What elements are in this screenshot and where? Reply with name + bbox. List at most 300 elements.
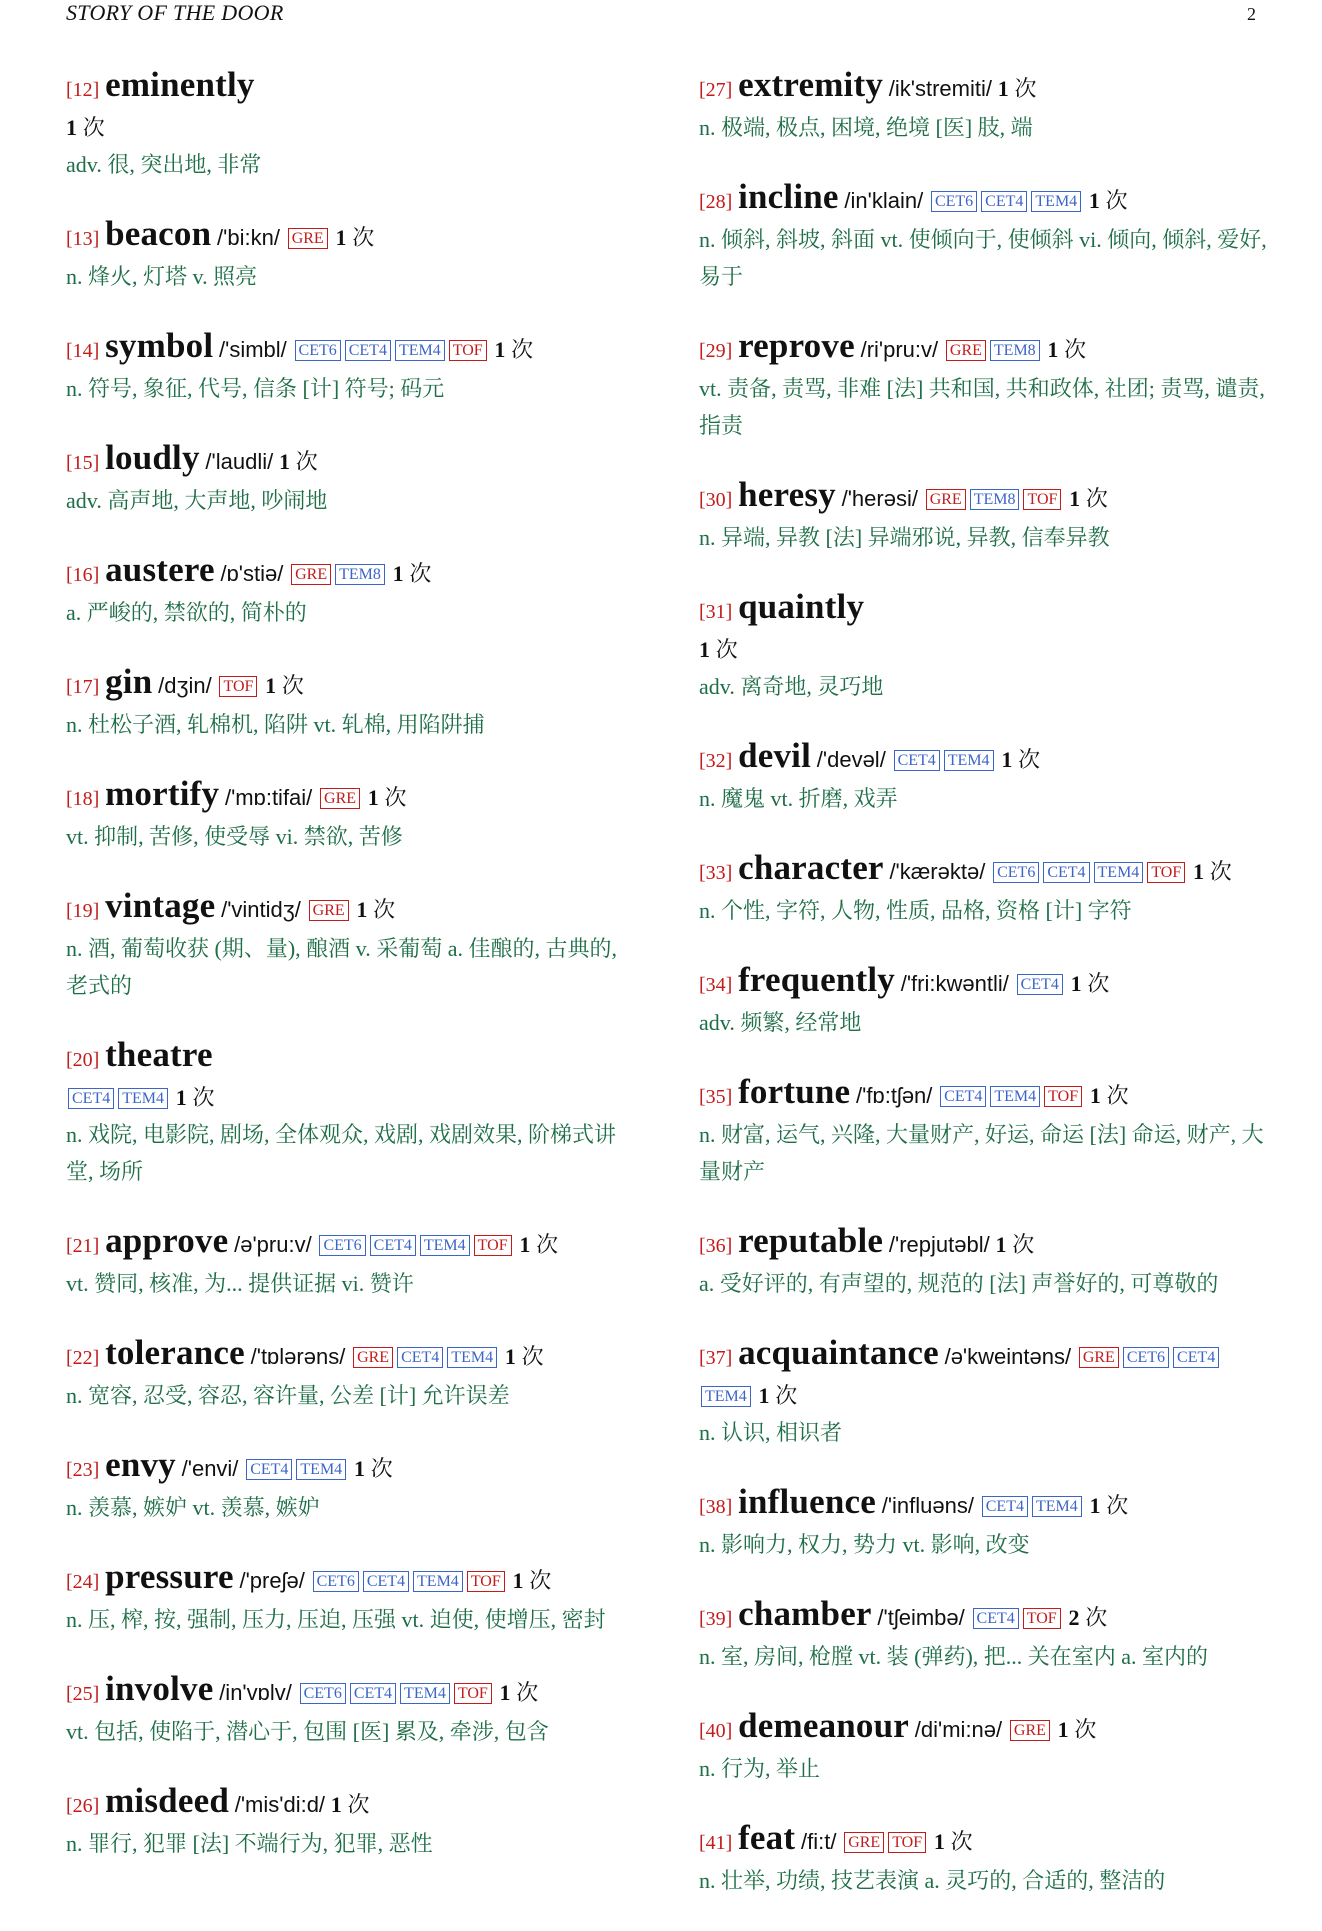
exam-tag-cet4: CET4 [246,1459,292,1480]
entry-headline [66,439,641,482]
headword: reprove [738,326,855,365]
entry-number: [29] [699,340,733,362]
frequency-count: 1 [995,1232,1007,1257]
phonetic: /in'vɒlv/ [219,1680,292,1705]
headword: symbol [105,326,214,365]
headword: eminently [105,65,255,104]
frequency-unit: 次 [352,225,375,250]
definition: vt. 责备, 责骂, 非难 [法] 共和国, 共和政体, 社团; 责骂, 谴责, 指责 [699,376,1265,438]
headword: approve [105,1221,229,1260]
frequency-count: 1 [519,1232,531,1257]
definition: n. 个性, 字符, 人物, 性质, 品格, 资格 [计] 字符 [699,898,1132,923]
headword: misdeed [105,1781,229,1820]
definition: a. 受好评的, 有声望的, 规范的 [法] 声誉好的, 可尊敬的 [699,1271,1219,1296]
frequency-count: 1 [367,785,379,810]
page-header [66,0,1256,26]
frequency-unit: 次 [281,673,304,698]
exam-tag-cet4: CET4 [370,1235,416,1256]
entry-headline [66,1446,641,1489]
frequency-count: 1 [933,1829,945,1854]
entry-headline [66,1334,641,1377]
exam-tag-tem4: TEM4 [420,1235,470,1256]
entry-meta [66,1079,641,1116]
phonetic: /'fri:kwəntli/ [900,971,1009,996]
frequency-count: 1 [1001,747,1013,772]
vocab-entry [66,66,641,183]
phonetic: /fi:t/ [800,1829,837,1854]
definition: n. 罪行, 犯罪 [法] 不端行为, 犯罪, 恶性 [66,1831,433,1856]
frequency-count: 1 [356,897,368,922]
frequency-unit: 次 [521,1344,544,1369]
frequency-unit: 次 [370,1456,393,1481]
definition: adv. 很, 突出地, 非常 [66,152,262,177]
headword: heresy [738,475,836,514]
frequency-count: 1 [997,76,1009,101]
entry-number: [14] [66,340,100,362]
headword: chamber [738,1594,872,1633]
exam-tag-cet6: CET6 [993,862,1039,883]
vocab-entry [699,961,1269,1041]
definition: n. 异端, 异教 [法] 异端邪说, 异教, 信奉异教 [699,525,1110,550]
entry-headline [699,1819,1269,1862]
vocab-entry [699,1222,1269,1302]
definition: n. 压, 榨, 按, 强制, 压力, 压迫, 压强 vt. 迫使, 使增压, 密封 [66,1607,606,1632]
vocab-entry [699,1483,1269,1563]
entry-headline [699,737,1269,780]
headword: extremity [738,65,884,104]
headword: devil [738,736,812,775]
phonetic: /ɒ'stiə/ [220,561,284,586]
entry-headline [699,1334,1269,1414]
frequency-count: 1 [1088,188,1100,213]
entry-headline [66,663,641,706]
definition: n. 认识, 相识者 [699,1420,843,1445]
entry-meta [699,631,1269,668]
entry-headline [699,178,1269,221]
frequency-unit: 次 [715,637,738,662]
phonetic: /'laudli/ [205,449,274,474]
frequency-count: 1 [512,1568,524,1593]
frequency-unit: 次 [409,561,432,586]
definition: n. 宽容, 忍受, 容忍, 容许量, 公差 [计] 允许误差 [66,1383,510,1408]
exam-tag-gre: GRE [1079,1347,1119,1368]
exam-tag-gre: GRE [288,228,328,249]
frequency-count: 1 [499,1680,511,1705]
entry-number: [35] [699,1086,733,1108]
exam-tag-cet4: CET4 [940,1086,986,1107]
exam-tag-cet4: CET4 [363,1571,409,1592]
entry-number: [25] [66,1683,100,1705]
exam-tag-gre: GRE [353,1347,393,1368]
phonetic: /'tʃeimbə/ [877,1605,965,1630]
vocab-entry [66,1782,641,1862]
frequency-unit: 次 [511,337,534,362]
phonetic: /ə'kweintəns/ [944,1344,1072,1369]
headword: acquaintance [738,1333,939,1372]
entry-headline [699,66,1269,109]
headword: demeanour [738,1706,910,1745]
entry-number: [17] [66,676,100,698]
entry-headline [699,1595,1269,1638]
entry-headline [699,961,1269,1004]
definition: n. 倾斜, 斜坡, 斜面 vt. 使倾向于, 使倾斜 vi. 倾向, 倾斜, 爱好, 易于 [699,227,1267,289]
phonetic: /'devəl/ [816,747,886,772]
vocab-entry [66,1222,641,1302]
definition: n. 财富, 运气, 兴隆, 大量财产, 好运, 命运 [法] 命运, 财产, 大量财产 [699,1122,1264,1184]
entry-number: [32] [699,750,733,772]
frequency-count: 1 [335,225,347,250]
entry-number: [20] [66,1049,100,1071]
vocab-entry [699,1334,1269,1451]
definition: n. 烽火, 灯塔 v. 照亮 [66,264,258,289]
exam-tag-tof: TOF [474,1235,512,1256]
frequency-count: 1 [265,673,277,698]
entry-headline [66,1222,641,1265]
vocab-entry [699,1073,1269,1190]
frequency-unit: 次 [536,1232,559,1257]
exam-tag-cet4: CET4 [1173,1347,1219,1368]
vocab-entry [66,1334,641,1414]
frequency-unit: 次 [529,1568,552,1593]
frequency-count: 1 [758,1383,770,1408]
frequency-count: 1 [494,337,506,362]
exam-tag-tof: TOF [888,1832,926,1853]
right-column [699,66,1269,1931]
exam-tag-tof: TOF [454,1683,492,1704]
definition: n. 酒, 葡萄收获 (期、量), 酿酒 v. 采葡萄 a. 佳酿的, 古典的, 老式的 [66,936,617,998]
entry-number: [22] [66,1347,100,1369]
phonetic: /'simbl/ [219,337,287,362]
vocab-entry [699,1595,1269,1675]
frequency-count: 1 [1070,971,1082,996]
exam-tag-gre: GRE [946,340,986,361]
exam-tag-tem8: TEM8 [970,489,1020,510]
vocab-entry [699,1819,1269,1899]
page-number: 2 [1247,4,1256,24]
exam-tag-tem4: TEM4 [413,1571,463,1592]
entry-number: [41] [699,1832,733,1854]
phonetic: /'mis'di:d/ [234,1792,326,1817]
frequency-unit: 次 [295,449,318,474]
entry-number: [30] [699,489,733,511]
phonetic: /di'mi:nə/ [914,1717,1003,1742]
headword: feat [738,1818,796,1857]
definition: n. 行为, 举止 [699,1756,821,1781]
vocab-entry [66,1670,641,1750]
frequency-unit: 次 [1074,1717,1097,1742]
entry-headline [66,887,641,930]
vocab-entry [66,1446,641,1526]
vocab-entry [66,663,641,743]
frequency-count: 1 [66,115,77,140]
phonetic: /ri'pru:v/ [860,337,939,362]
definition: adv. 高声地, 大声地, 吵闹地 [66,488,328,513]
vocab-entry [66,551,641,631]
entry-headline [699,588,1269,668]
definition: adv. 离奇地, 灵巧地 [699,674,884,699]
exam-tag-tem4: TEM4 [1032,1496,1082,1517]
definition: vt. 赞同, 核准, 为... 提供证据 vi. 赞许 [66,1271,414,1296]
entry-headline [699,1483,1269,1526]
entry-number: [33] [699,862,733,884]
exam-tag-cet4: CET4 [1043,862,1089,883]
frequency-count: 1 [1069,486,1081,511]
exam-tag-cet4: CET4 [350,1683,396,1704]
entry-headline [66,215,641,258]
definition: n. 魔鬼 vt. 折磨, 戏弄 [699,786,898,811]
exam-tag-tem4: TEM4 [1031,191,1081,212]
frequency-unit: 次 [516,1680,539,1705]
entry-headline [66,1782,641,1825]
entry-number: [12] [66,79,100,101]
phonetic: /'herəsi/ [841,486,918,511]
exam-tag-gre: GRE [291,564,331,585]
exam-tag-tem4: TEM4 [447,1347,497,1368]
headword: character [738,848,884,887]
headword: theatre [105,1035,213,1074]
entry-number: [38] [699,1496,733,1518]
headword: loudly [105,438,200,477]
headword: involve [105,1669,214,1708]
exam-tag-cet4: CET4 [894,750,940,771]
entry-number: [28] [699,191,733,213]
vocab-entry [66,215,641,295]
vocab-entry [66,1036,641,1190]
definition: n. 室, 房间, 枪膛 vt. 装 (弹药), 把... 关在室内 a. 室内的 [699,1644,1209,1669]
entry-headline [66,551,641,594]
frequency-unit: 次 [950,1829,973,1854]
frequency-unit: 次 [1012,1232,1035,1257]
exam-tag-tem4: TEM4 [296,1459,346,1480]
vocab-entry [699,737,1269,817]
entry-headline [699,476,1269,519]
frequency-count: 1 [392,561,404,586]
exam-tag-tof: TOF [1023,1608,1061,1629]
phonetic: /ik'stremiti/ [888,76,992,101]
headword: gin [105,662,153,701]
vocab-entry [66,439,641,519]
frequency-unit: 次 [82,115,105,140]
frequency-count: 1 [1193,859,1204,884]
exam-tag-cet6: CET6 [313,1571,359,1592]
phonetic: /'envi/ [181,1456,239,1481]
vocab-entry [699,178,1269,295]
entry-headline [66,327,641,370]
vocab-entry [699,66,1269,146]
vocab-entry [66,775,641,855]
frequency-unit: 次 [384,785,407,810]
exam-tag-tof: TOF [467,1571,505,1592]
entry-number: [36] [699,1235,733,1257]
headword: frequently [738,960,895,999]
phonetic: /'kærəktə/ [889,859,986,884]
exam-tag-cet4: CET4 [982,1496,1028,1517]
definition: adv. 频繁, 经常地 [699,1010,862,1035]
entry-number: [39] [699,1608,733,1630]
left-column [66,66,641,1894]
frequency-count: 1 [1089,1083,1101,1108]
vocab-entry [699,1707,1269,1787]
entry-headline [699,1073,1269,1116]
entry-number: [15] [66,452,100,474]
frequency-unit: 次 [1087,971,1110,996]
headword: fortune [738,1072,851,1111]
frequency-count: 1 [699,637,710,662]
vocab-entry [699,588,1269,705]
vocab-entry [699,849,1269,929]
entry-number: [19] [66,900,100,922]
headword: influence [738,1482,876,1521]
entry-number: [31] [699,601,733,623]
entry-number: [16] [66,564,100,586]
entry-headline [699,849,1269,892]
headword: austere [105,550,215,589]
exam-tag-tem4: TEM4 [1094,862,1144,883]
exam-tag-cet4: CET4 [981,191,1027,212]
headword: incline [738,177,839,216]
vocab-entry [66,1558,641,1638]
phonetic: /'vintidʒ/ [221,897,301,922]
entry-headline [66,66,641,146]
entry-number: [34] [699,974,733,996]
definition: vt. 抑制, 苦修, 使受辱 vi. 禁欲, 苦修 [66,824,403,849]
frequency-unit: 次 [1085,1605,1108,1630]
definition: n. 戏院, 电影院, 剧场, 全体观众, 戏剧, 戏剧效果, 阶梯式讲堂, 场所 [66,1122,617,1184]
entry-number: [23] [66,1459,100,1481]
frequency-count: 1 [278,449,290,474]
definition: n. 壮举, 功绩, 技艺表演 a. 灵巧的, 合适的, 整洁的 [699,1868,1166,1893]
exam-tag-tem8: TEM8 [990,340,1040,361]
headword: vintage [105,886,216,925]
frequency-unit: 次 [192,1085,215,1110]
entry-headline [66,775,641,818]
headword: quaintly [738,587,865,626]
phonetic: /'preʃə/ [239,1568,305,1593]
definition: n. 杜松子酒, 轧棉机, 陷阱 vt. 轧棉, 用陷阱捕 [66,712,485,737]
entry-headline [66,1558,641,1601]
exam-tag-tem4: TEM4 [944,750,994,771]
frequency-count: 1 [1057,1717,1069,1742]
exam-tag-tof: TOF [219,676,257,697]
entry-number: [21] [66,1235,100,1257]
exam-tag-tof: TOF [1023,489,1061,510]
exam-tag-cet6: CET6 [1123,1347,1169,1368]
phonetic: /ə'pru:v/ [234,1232,312,1257]
exam-tag-tof: TOF [1044,1086,1082,1107]
frequency-count: 1 [1089,1493,1101,1518]
exam-tag-tem8: TEM8 [335,564,385,585]
headword: pressure [105,1557,234,1596]
exam-tag-cet4: CET4 [973,1608,1019,1629]
headword: mortify [105,774,220,813]
entry-meta [66,109,641,146]
phonetic: /'bi:kn/ [217,225,280,250]
frequency-count: 1 [353,1456,365,1481]
entry-number: [40] [699,1720,733,1742]
book-title: STORY OF THE DOOR [66,0,284,25]
headword: tolerance [105,1333,245,1372]
entry-number: [37] [699,1347,733,1369]
frequency-unit: 次 [1014,76,1037,101]
vocab-entry [66,327,641,407]
frequency-unit: 次 [373,897,396,922]
definition: n. 极端, 极点, 困境, 绝境 [医] 肢, 端 [699,115,1033,140]
frequency-unit: 次 [1106,1493,1129,1518]
entry-headline [699,1222,1269,1265]
entry-number: [18] [66,788,100,810]
exam-tag-tem4: TEM4 [395,340,445,361]
entry-headline [66,1670,641,1713]
phonetic: /in'klain/ [844,188,924,213]
exam-tag-tem4: TEM4 [400,1683,450,1704]
exam-tag-tem4: TEM4 [701,1386,751,1407]
entry-headline [66,1036,641,1116]
frequency-unit: 次 [1106,1083,1129,1108]
frequency-unit: 次 [1064,337,1087,362]
definition: vt. 包括, 使陷于, 潜心于, 包围 [医] 累及, 牵涉, 包含 [66,1719,549,1744]
frequency-unit: 次 [1209,859,1232,884]
vocab-entry [699,476,1269,556]
exam-tag-gre: GRE [926,489,966,510]
definition: a. 严峻的, 禁欲的, 简朴的 [66,600,307,625]
frequency-count: 1 [1047,337,1059,362]
frequency-count: 1 [330,1792,342,1817]
phonetic: /'influəns/ [881,1493,974,1518]
phonetic: /dʒin/ [158,673,212,698]
entry-number: [13] [66,228,100,250]
frequency-count: 2 [1068,1605,1080,1630]
entry-headline [699,1707,1269,1750]
frequency-count: 1 [175,1085,187,1110]
frequency-unit: 次 [1105,188,1128,213]
phonetic: /'tɒlərəns/ [250,1344,346,1369]
definition: n. 符号, 象征, 代号, 信条 [计] 符号; 码元 [66,376,445,401]
entry-number: [27] [699,79,733,101]
exam-tag-gre: GRE [1010,1720,1050,1741]
exam-tag-cet4: CET4 [68,1088,114,1109]
phonetic: /'repjutəbl/ [888,1232,990,1257]
entry-number: [26] [66,1795,100,1817]
frequency-count: 1 [504,1344,516,1369]
vocab-entry [66,887,641,1004]
frequency-unit: 次 [1018,747,1041,772]
exam-tag-cet4: CET4 [1017,974,1063,995]
definition: n. 影响力, 权力, 势力 vt. 影响, 改变 [699,1532,1030,1557]
exam-tag-cet6: CET6 [931,191,977,212]
headword: envy [105,1445,176,1484]
frequency-unit: 次 [1085,486,1108,511]
exam-tag-tof: TOF [1147,862,1185,883]
exam-tag-cet6: CET6 [295,340,341,361]
phonetic: /'fɒ:tʃən/ [856,1083,933,1108]
exam-tag-tem4: TEM4 [990,1086,1040,1107]
headword: beacon [105,214,212,253]
exam-tag-gre: GRE [320,788,360,809]
exam-tag-cet4: CET4 [345,340,391,361]
exam-tag-cet6: CET6 [319,1235,365,1256]
frequency-unit: 次 [775,1383,798,1408]
entry-headline [699,327,1269,370]
exam-tag-tem4: TEM4 [118,1088,168,1109]
vocab-entry [699,327,1269,444]
exam-tag-gre: GRE [309,900,349,921]
headword: reputable [738,1221,884,1260]
definition: n. 羡慕, 嫉妒 vt. 羡慕, 嫉妒 [66,1495,320,1520]
exam-tag-tof: TOF [449,340,487,361]
exam-tag-cet6: CET6 [300,1683,346,1704]
exam-tag-gre: GRE [844,1832,884,1853]
frequency-unit: 次 [347,1792,370,1817]
